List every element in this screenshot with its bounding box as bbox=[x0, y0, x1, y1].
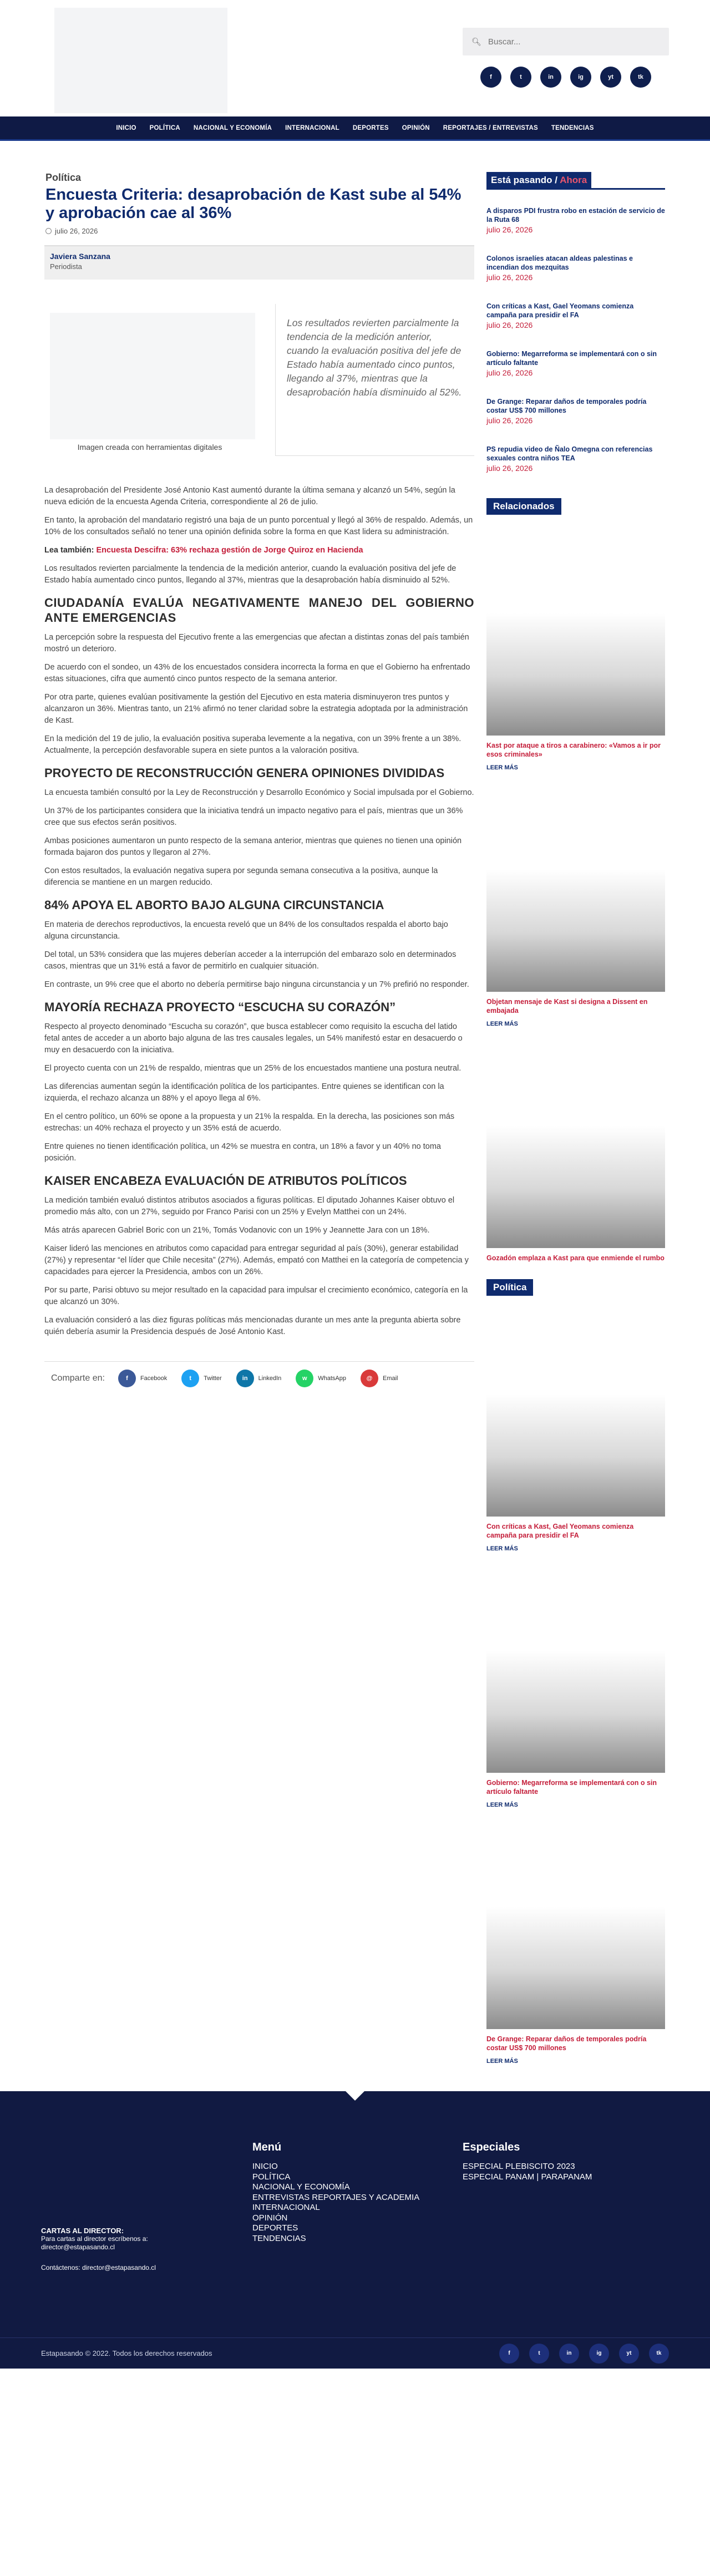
read-more-link[interactable]: LEER MÁS bbox=[486, 1802, 518, 1808]
footer-menu-item[interactable]: INTERNACIONAL bbox=[252, 2203, 320, 2212]
whatsapp-icon: w bbox=[296, 1370, 313, 1387]
footer-menu-item[interactable]: ENTREVISTAS REPORTAJES Y ACADEMIA bbox=[252, 2192, 420, 2202]
paragraph: Por su parte, Parisi obtuvo su mejor resultado en la capacidad para impulsar el crecimiento económico, categoría en la que alcanzó un 30%. bbox=[44, 1286, 468, 1306]
trending-item-title[interactable]: A disparos PDI frustra robo en estación de servicio de la Ruta 68 bbox=[486, 207, 665, 224]
trending-title: Está pasando / Ahora bbox=[486, 172, 591, 188]
read-more-link[interactable]: LEER MÁS bbox=[486, 2058, 518, 2065]
read-also-label: Lea también: bbox=[44, 546, 97, 555]
section-heading: KAISER ENCABEZA EVALUACIÓN DE ATRIBUTOS POLÍTICOS bbox=[44, 1174, 407, 1188]
youtube-icon[interactable]: yt bbox=[619, 2344, 639, 2364]
footer-especial-item[interactable]: ESPECIAL PLEBISCITO 2023 bbox=[463, 2162, 575, 2171]
paragraph: La desaprobación del Presidente José Antonio Kast aumentó durante la última semana y alcanzó un 54%, según la nueva edición de la encuesta Agenda Criteria, correspondiente al 26 de julio. bbox=[44, 486, 455, 506]
paragraph: La encuesta también consultó por la Ley de Reconstrucción y Desarrollo Económico y Social impulsada por el Gobierno. bbox=[44, 788, 474, 797]
footer-social-links bbox=[499, 2344, 669, 2364]
read-also-link[interactable]: Encuesta Descifra: 63% rechaza gestión de Jorge Quiroz en Hacienda bbox=[96, 546, 363, 555]
politica-title[interactable]: De Grange: Reparar daños de temporales podría costar US$ 700 millones bbox=[486, 2035, 647, 2052]
linkedin-icon: in bbox=[236, 1370, 254, 1387]
paragraph: En tanto, la aprobación del mandatario registró una baja de un punto porcentual y llegó al 36% de respaldo. Además, un 10% de los consultados señaló no tener una opinión definida sobre la forma en que Kast lidera su administración. bbox=[44, 516, 473, 536]
politica-card[interactable] bbox=[486, 1562, 665, 1808]
share-button-label: Email bbox=[383, 1375, 398, 1382]
nav-politica[interactable]: POLÍTICA bbox=[149, 124, 180, 131]
paragraph: Un 37% de los participantes considera que la iniciativa tendrá un impacto negativo para el país, mientras que un 36% cree que sus efectos serán positivos. bbox=[44, 807, 463, 827]
instagram-icon[interactable]: ig bbox=[570, 67, 591, 88]
search-bar[interactable] bbox=[463, 28, 669, 55]
trending-item-title[interactable]: PS repudia video de Ñalo Omegna con referencias sexuales contra niños TEA bbox=[486, 445, 653, 462]
section-heading: 84% APOYA EL ABORTO BAJO ALGUNA CIRCUNSTANCIA bbox=[44, 898, 384, 912]
trending-item-date: julio 26, 2026 bbox=[486, 368, 533, 377]
footer-menu-title: Menú bbox=[252, 2141, 282, 2153]
article-category[interactable]: Política bbox=[45, 172, 82, 183]
nav-inicio[interactable]: INICIO bbox=[116, 124, 136, 131]
page-content bbox=[0, 141, 710, 2065]
nav-nacional-economia[interactable]: NACIONAL Y ECONOMÍA bbox=[193, 124, 272, 131]
footer-bottom-bar bbox=[0, 2337, 710, 2369]
trending-item-title[interactable]: Colonos israelíes atacan aldeas palestinas e incendian dos mezquitas bbox=[486, 255, 633, 271]
paragraph: Kaiser lideró las menciones en atributos como capacidad para entregar seguridad al país (30%), generar estabilidad (27%) y representar “el líder que Chile necesita” (27%). Además, empató con Matthei en la categoría de competencia y capacidades para ejercer la Presidencia, ambos con un 26%. bbox=[44, 1244, 469, 1276]
politica-header: Política bbox=[486, 1279, 533, 1296]
paragraph: Por otra parte, quienes evalúan positivamente la gestión del Ejecutivo en esta materia disminuyeron tres puntos y alcanzaron un 36%. Mientras tanto, un 21% afirmó no tener claridad sobre la estrategia adoptada por la administración de Kast. bbox=[44, 693, 468, 725]
trending-accent: Ahora bbox=[557, 175, 587, 185]
facebook-icon: f bbox=[118, 1370, 136, 1387]
related-image[interactable] bbox=[486, 525, 665, 736]
trending-item-date: julio 26, 2026 bbox=[486, 321, 533, 329]
share-button-label: LinkedIn bbox=[258, 1375, 282, 1382]
footer-menu-item[interactable]: DEPORTES bbox=[252, 2223, 298, 2233]
email-icon: @ bbox=[361, 1370, 378, 1387]
paragraph: El proyecto cuenta con un 21% de respaldo, mientras que un 25% de los encuestados mantiene una postura neutral. bbox=[44, 1064, 462, 1073]
share-bar bbox=[44, 1361, 474, 1387]
trending-item-date: julio 26, 2026 bbox=[486, 225, 533, 234]
footer-notch bbox=[346, 2091, 364, 2101]
youtube-icon[interactable]: yt bbox=[600, 67, 621, 88]
paragraph: En la medición del 19 de julio, la evaluación positiva superaba levemente a la negativa, con un 39% frente a un 38%. Actualmente, la percepción desfavorable supera en siete puntos a la valoración positiva. bbox=[44, 734, 462, 755]
trending-item-date: julio 26, 2026 bbox=[486, 416, 533, 425]
article bbox=[44, 141, 474, 2065]
related-card[interactable] bbox=[486, 781, 665, 1027]
main-nav bbox=[0, 116, 710, 141]
read-also bbox=[44, 545, 474, 556]
trending-item-title[interactable]: Con críticas a Kast, Gael Yeomans comienza campaña para presidir el FA bbox=[486, 302, 634, 319]
linkedin-icon[interactable]: in bbox=[559, 2344, 579, 2364]
hero-figure bbox=[44, 313, 255, 456]
linkedin-icon[interactable]: in bbox=[540, 67, 561, 88]
section-heading: MAYORÍA RECHAZA PROYECTO “ESCUCHA SU CORAZÓN” bbox=[44, 1000, 396, 1014]
trending-item-date: julio 26, 2026 bbox=[486, 464, 533, 473]
related-card[interactable] bbox=[486, 1037, 665, 1262]
paragraph: Respecto al proyecto denominado “Escucha su corazón”, que busca establecer como requisito la escucha del latido fetal antes de acceder a un aborto bajo alguna de las tres causales legales, un 54% manifestó estar en desacuerdo o muy en desacuerdo con la iniciativa. bbox=[44, 1022, 463, 1054]
paragraph: De acuerdo con el sondeo, un 43% de los encuestados considera incorrecta la forma en que el Gobierno ha enfrentado estas situaciones, cifra que aumentó cinco puntos respecto de la semana anterior. bbox=[44, 663, 470, 683]
politica-image[interactable] bbox=[486, 1306, 665, 1517]
footer-especiales bbox=[463, 2141, 592, 2182]
share-linkedin-button[interactable] bbox=[236, 1370, 282, 1387]
twitter-icon: t bbox=[181, 1370, 199, 1387]
nav-deportes[interactable]: DEPORTES bbox=[352, 124, 389, 131]
tiktok-icon[interactable]: tk bbox=[649, 2344, 669, 2364]
trending-item[interactable] bbox=[486, 302, 665, 329]
contact-line: Para cartas al director escríbenos a: bbox=[41, 2235, 148, 2243]
facebook-icon[interactable]: f bbox=[480, 67, 501, 88]
related-title[interactable]: Kast por ataque a tiros a carabinero: «Vamos a ir por esos criminales» bbox=[486, 742, 661, 758]
paragraph: En contraste, un 9% cree que el aborto no debería permitirse bajo ninguna circunstancia y un 7% prefirió no responder. bbox=[44, 980, 469, 989]
search-icon: 🔍︎ bbox=[471, 37, 481, 46]
contact-email[interactable]: director@estapasando.cl bbox=[41, 2243, 115, 2251]
trending-item[interactable] bbox=[486, 206, 665, 234]
author-name[interactable]: Javiera Sanzana bbox=[50, 252, 110, 261]
politica-title[interactable]: Con críticas a Kast, Gael Yeomans comienza campaña para presidir el FA bbox=[486, 1523, 634, 1539]
trending-item[interactable] bbox=[486, 254, 665, 282]
footer-menu-item[interactable]: OPINIÓN bbox=[252, 2213, 288, 2223]
footer-menu-item[interactable]: TENDENCIAS bbox=[252, 2233, 306, 2243]
sidebar bbox=[486, 141, 665, 2065]
paragraph: En el centro político, un 60% se opone a la propuesta y un 21% la respalda. En la derecha, las posiciones son más estrechas: un 40% rechaza el proyecto y un 35% está de acuerdo. bbox=[44, 1112, 455, 1133]
paragraph: Con estos resultados, la evaluación negativa supera por segunda semana consecutiva a la positiva, aunque la diferencia se mantiene en un margen reducido. bbox=[44, 866, 438, 887]
read-more-link[interactable]: LEER MÁS bbox=[486, 1545, 518, 1552]
related-header: Relacionados bbox=[486, 498, 561, 515]
article-date bbox=[45, 227, 474, 235]
share-email-button[interactable] bbox=[361, 1370, 398, 1387]
paragraph: Entre quienes no tienen identificación política, un 42% se muestra en contra, un 18% a favor y un 40% no toma posición. bbox=[44, 1142, 441, 1163]
search-input[interactable] bbox=[488, 37, 655, 47]
twitter-icon[interactable]: t bbox=[510, 67, 531, 88]
share-button-label: WhatsApp bbox=[318, 1375, 346, 1382]
twitter-icon[interactable]: t bbox=[529, 2344, 549, 2364]
footer-contact bbox=[41, 2227, 156, 2272]
share-facebook-button[interactable] bbox=[118, 1370, 167, 1387]
hero-image bbox=[50, 313, 255, 439]
trending-item-date: julio 26, 2026 bbox=[486, 273, 533, 282]
article-date-text: julio 26, 2026 bbox=[55, 227, 98, 235]
trending-item[interactable] bbox=[486, 349, 665, 377]
nav-tendencias[interactable]: TENDENCIAS bbox=[551, 124, 594, 131]
site-header bbox=[0, 0, 710, 116]
related-card[interactable] bbox=[486, 525, 665, 771]
read-more-link[interactable]: LEER MÁS bbox=[486, 764, 518, 771]
site-logo[interactable] bbox=[54, 8, 227, 113]
read-more-link[interactable]: LEER MÁS bbox=[486, 1021, 518, 1027]
instagram-icon[interactable]: ig bbox=[589, 2344, 609, 2364]
nav-reportajes[interactable]: REPORTAJES / ENTREVISTAS bbox=[443, 124, 538, 131]
share-label: Comparte en: bbox=[51, 1373, 105, 1383]
section-heading: PROYECTO DE RECONSTRUCCIÓN GENERA OPINIONES DIVIDIDAS bbox=[44, 766, 445, 780]
related-image[interactable] bbox=[486, 781, 665, 992]
footer-especiales-title: Especiales bbox=[463, 2141, 520, 2153]
related-image[interactable] bbox=[486, 1037, 665, 1248]
trending-item-title[interactable]: De Grange: Reparar daños de temporales podría costar US$ 700 millones bbox=[486, 398, 647, 414]
section-heading: CIUDADANÍA EVALÚA NEGATIVAMENTE MANEJO DEL GOBIERNO ANTE EMERGENCIAS bbox=[44, 596, 474, 625]
footer-especial-item[interactable]: ESPECIAL PANAM | PARAPANAM bbox=[463, 2172, 592, 2182]
author-box bbox=[44, 245, 474, 280]
related-title[interactable]: Objetan mensaje de Kast si designa a Dissent en embajada bbox=[486, 998, 648, 1015]
trending-item[interactable] bbox=[486, 445, 665, 473]
politica-title[interactable]: Gobierno: Megarreforma se implementará con o sin artículo faltante bbox=[486, 1779, 657, 1796]
paragraph: La percepción sobre la respuesta del Ejecutivo frente a las emergencias que afectan a distintas zonas del país también mostró un deterioro. bbox=[44, 633, 469, 653]
paragraph: Ambas posiciones aumentaron un punto respecto de la semana anterior, mientras que quienes no tienen una opinión formada bajaron dos puntos y llegaron al 27%. bbox=[44, 836, 462, 857]
paragraph: Más atrás aparecen Gabriel Boric con un 21%, Tomás Vodanovic con un 19% y Jeannette Jara con un 18%. bbox=[44, 1226, 430, 1235]
copyright: Estapasando © 2022. Todos los derechos reservados bbox=[41, 2349, 212, 2357]
paragraph: La medición también evaluó distintos atributos asociados a figuras políticas. El diputado Johannes Kaiser obtuvo el promedio más alto, con un 27%, seguido por Franco Parisi con un 25% y Evelyn Matthei con un 24%. bbox=[44, 1196, 455, 1216]
article-hero bbox=[44, 313, 474, 456]
footer-menu bbox=[252, 2141, 419, 2244]
paragraph: Los resultados revierten parcialmente la tendencia de la medición anterior, cuando la evaluación positiva del jefe de Estado había aumentado cinco puntos, llegando al 37%, mientras que la desaprobación había disminuido al 52%. bbox=[44, 564, 457, 585]
related-title[interactable]: Gozadón emplaza a Kast para que enmiende el rumbo bbox=[486, 1254, 665, 1262]
contact-title: CARTAS AL DIRECTOR: bbox=[41, 2227, 124, 2235]
politica-image[interactable] bbox=[486, 1562, 665, 1773]
trending-header bbox=[486, 172, 665, 190]
paragraph: Las diferencias aumentan según la identificación política de los participantes. Entre quienes se identifican con la izquierda, el rechazo alcanza un 88% y el apoyo llega al 6%. bbox=[44, 1082, 444, 1103]
share-whatsapp-button[interactable] bbox=[296, 1370, 346, 1387]
politica-image[interactable] bbox=[486, 1818, 665, 2029]
paragraph: En materia de derechos reproductivos, la encuesta reveló que un 84% de los consultados respalda el aborto bajo alguna circunstancia. bbox=[44, 920, 448, 941]
contact-us[interactable]: Contáctenos: director@estapasando.cl bbox=[41, 2264, 156, 2271]
share-button-label: Twitter bbox=[204, 1375, 222, 1382]
header-social-links bbox=[480, 67, 651, 88]
footer-menu-item[interactable]: NACIONAL Y ECONOMÍA bbox=[252, 2182, 350, 2192]
author-role: Periodista bbox=[50, 262, 82, 271]
paragraph: La evaluación consideró a las diez figuras políticas más mencionadas durante un mes ante la pregunta abierta sobre quién debería asumir la Presidencia después de José Antonio Kast. bbox=[44, 1316, 461, 1336]
footer-menu-item[interactable]: POLÍTICA bbox=[252, 2172, 291, 2182]
site-footer bbox=[0, 2091, 710, 2369]
clock-icon bbox=[45, 228, 52, 234]
article-body bbox=[44, 485, 474, 1338]
nav-opinion[interactable]: OPINIÓN bbox=[402, 124, 430, 131]
trending-item-title[interactable]: Gobierno: Megarreforma se implementará con o sin artículo faltante bbox=[486, 350, 657, 367]
footer-menu-item[interactable]: INICIO bbox=[252, 2162, 278, 2171]
article-title: Encuesta Criteria: desaprobación de Kast sube al 54% y aprobación cae al 36% bbox=[45, 186, 462, 222]
share-button-label: Facebook bbox=[140, 1375, 168, 1382]
tiktok-icon[interactable]: tk bbox=[630, 67, 651, 88]
politica-card[interactable] bbox=[486, 1818, 665, 2065]
paragraph: Del total, un 53% considera que las mujeres deberían acceder a la interrupción del embarazo solo en determinados casos, mientras que un 31% está a favor de permitirlo en cualquier situación. bbox=[44, 950, 457, 971]
nav-internacional[interactable]: INTERNACIONAL bbox=[285, 124, 339, 131]
hero-caption: Imagen creada con herramientas digitales bbox=[77, 443, 222, 452]
facebook-icon[interactable]: f bbox=[499, 2344, 519, 2364]
share-twitter-button[interactable] bbox=[181, 1370, 221, 1387]
pull-quote: Los resultados revierten parcialmente la tendencia de la medición anterior, cuando la evaluación positiva del jefe de Estado había aumentado cinco puntos, llegando al 37%, mientras que la desaprobación había disminuido al 52%. bbox=[275, 304, 474, 456]
trending-item[interactable] bbox=[486, 397, 665, 425]
politica-card[interactable] bbox=[486, 1306, 665, 1552]
